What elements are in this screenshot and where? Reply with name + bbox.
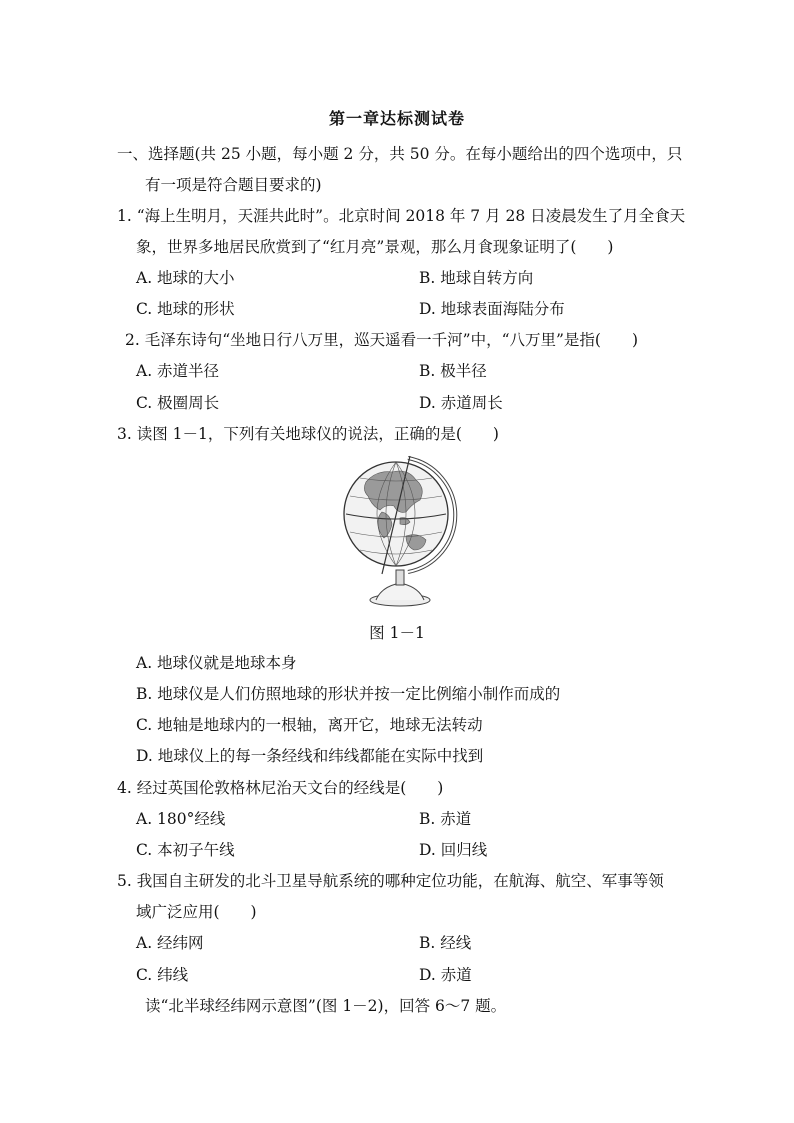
question-1-option-a: A. 地球的大小: [136, 269, 235, 287]
question-4-option-b: B. 赤道: [419, 810, 472, 828]
question-1-line-2: 象，世界多地居民欣赏到了“红月亮”景观，那么月食现象证明了( ): [136, 238, 614, 256]
question-2-line-1: 2. 毛泽东诗句“坐地日行八万里，巡天遥看一千河”中，“八万里”是指( ): [125, 331, 639, 349]
section-heading-line-2: 有一项是符合题目要求的): [145, 176, 322, 194]
question-5-option-b: B. 经线: [419, 934, 472, 952]
question-4-option-d: D. 回归线: [419, 841, 488, 859]
globe-illustration: [336, 452, 466, 612]
question-3-line-1: 3. 读图 1－1，下列有关地球仪的说法，正确的是( ): [117, 425, 499, 443]
question-3-option-c: C. 地轴是地球内的一根轴，离开它，地球无法转动: [136, 716, 483, 734]
question-1-option-c: C. 地球的形状: [136, 300, 235, 318]
question-1-option-b: B. 地球自转方向: [419, 269, 534, 287]
question-5-line-1: 5. 我国自主研发的北斗卫星导航系统的哪种定位功能，在航海、航空、军事等领: [117, 872, 664, 890]
globe-figure: [336, 452, 466, 612]
question-1-option-d: D. 地球表面海陆分布: [419, 300, 565, 318]
question-1-line-1: 1. “海上生明月，天涯共此时”。北京时间 2018 年 7 月 28 日凌晨发生了月全食天: [117, 207, 686, 225]
question-2-option-d: D. 赤道周长: [419, 394, 503, 412]
question-5-option-d: D. 赤道: [419, 966, 472, 984]
reading-note: 读“北半球经纬网示意图”(图 1－2)，回答 6～7 题。: [145, 997, 507, 1015]
question-3-option-a: A. 地球仪就是地球本身: [136, 654, 297, 672]
question-2-option-a: A. 赤道半径: [136, 362, 220, 380]
question-4-line-1: 4. 经过英国伦敦格林尼治天文台的经线是( ): [117, 779, 444, 797]
question-5-option-c: C. 纬线: [136, 966, 189, 984]
question-5-option-a: A. 经纬网: [136, 934, 204, 952]
question-4-option-c: C. 本初子午线: [136, 841, 235, 859]
question-3-option-d: D. 地球仪上的每一条经线和纬线都能在实际中找到: [136, 747, 484, 765]
question-2-option-b: B. 极半径: [419, 362, 487, 380]
question-2-option-c: C. 极圈周长: [136, 394, 220, 412]
question-3-option-b: B. 地球仪是人们仿照地球的形状并按一定比例缩小制作而成的: [136, 685, 561, 703]
figure-caption: 图 1－1: [369, 624, 425, 642]
page-title: 第一章达标测试卷: [328, 109, 465, 128]
question-4-option-a: A. 180°经线: [136, 810, 226, 828]
question-5-line-2: 域广泛应用( ): [136, 903, 257, 921]
section-heading-line-1: 一、选择题(共 25 小题，每小题 2 分，共 50 分。在每小题给出的四个选项中，只: [117, 145, 683, 163]
